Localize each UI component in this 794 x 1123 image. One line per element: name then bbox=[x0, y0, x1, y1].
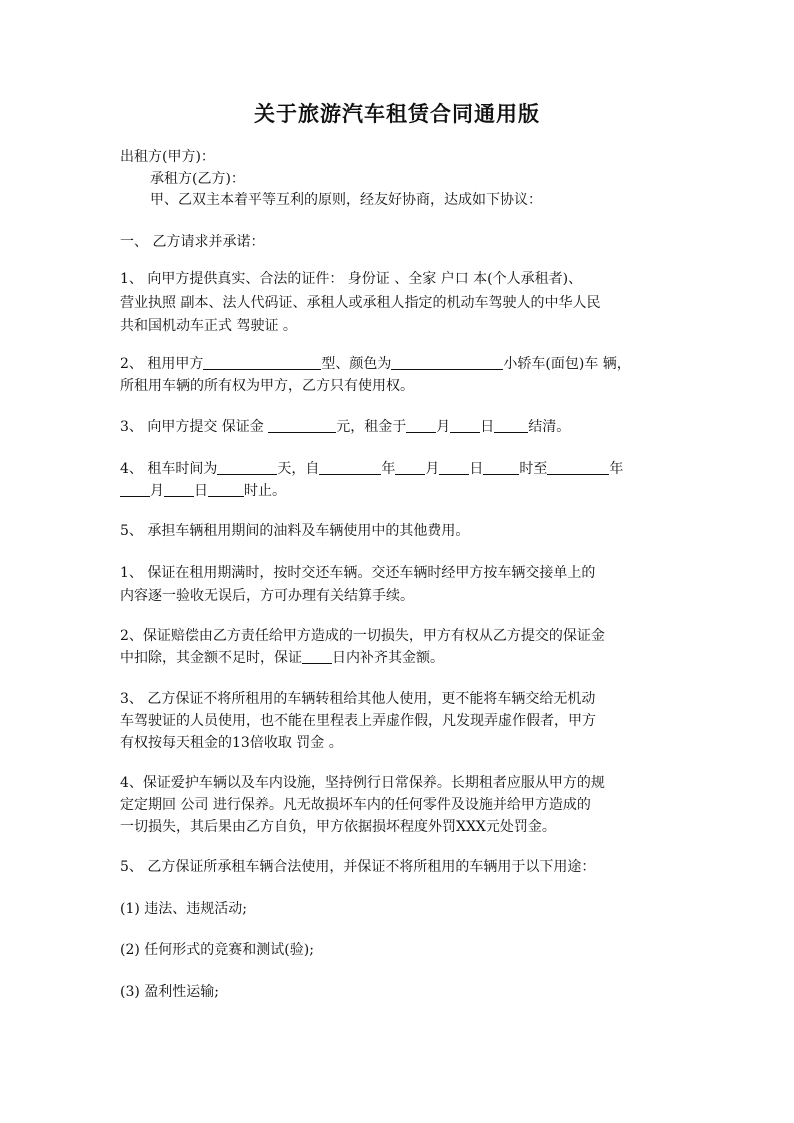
item2-line2: 所租用车辆的所有权为甲方，乙方只有使用权。 bbox=[120, 378, 414, 394]
guarantee2-text-b: 日内补齐其金额。 bbox=[332, 650, 444, 666]
item3-text-b: 元，租金于 bbox=[336, 419, 407, 435]
item4-text-j: 时止。 bbox=[244, 483, 286, 499]
item2-text-b: 型、颜色为 bbox=[321, 356, 392, 372]
lessee-line: 承租方(乙方)： bbox=[150, 171, 245, 187]
guarantee3-line3: 有权按每天租金的13倍收取 罚金 。 bbox=[120, 735, 343, 751]
days-blank[interactable] bbox=[217, 460, 277, 475]
guarantee2-text-a: 中扣除，其金额不足时，保证 bbox=[120, 650, 302, 666]
model-blank[interactable] bbox=[203, 355, 321, 370]
item4-line2 bbox=[120, 482, 286, 500]
item3-text-a: 3、 向甲方提交 保证金 bbox=[120, 419, 269, 435]
end-day-blank[interactable] bbox=[164, 482, 194, 497]
rent-extra-blank[interactable] bbox=[494, 418, 528, 433]
use-item: (3) 盈利性运输; bbox=[120, 984, 219, 1000]
guarantee3-line2: 车驾驶证的人员使用，也不能在里程表上弄虚作假，凡发现弄虚作假者，甲方 bbox=[120, 713, 596, 729]
guarantee4-line1: 4、保证爱护车辆以及车内设施，坚持例行日常保养。长期租者应服从甲方的规 bbox=[120, 775, 605, 791]
guarantee3-line1: 3、 乙方保证不将所租用的车辆转租给其他人使用，更不能将车辆交给无机动 bbox=[120, 691, 596, 707]
guarantee1-line1: 1、 保证在租用期满时，按时交还车辆。交还车辆时经甲方按车辆交接单上的 bbox=[120, 565, 596, 581]
item4-text-h: 月 bbox=[150, 483, 164, 499]
color-blank[interactable] bbox=[391, 355, 503, 370]
item3-line bbox=[120, 418, 570, 436]
guarantee4-line3: 一切损失，其后果由乙方自负，甲方依据损坏程度外罚XXX元处罚金。 bbox=[120, 819, 556, 835]
item4-line1 bbox=[120, 460, 623, 478]
document-title: 关于旅游汽车租赁合同通用版 bbox=[254, 101, 540, 126]
item4-text-g: 年 bbox=[609, 461, 624, 477]
deposit-blank[interactable] bbox=[268, 418, 336, 433]
preamble: 甲、乙双主本着平等互利的原则，经友好协商，达成如下协议： bbox=[150, 192, 542, 208]
guarantee5-line: 5、 乙方保证所承租车辆合法使用，并保证不将所租用的车辆用于以下用途： bbox=[120, 859, 596, 875]
start-month-blank[interactable] bbox=[395, 460, 425, 475]
use-item: (2) 任何形式的竞赛和测试(验); bbox=[120, 942, 314, 958]
item1-line3: 共和国机动车正式 驾驶证 。 bbox=[120, 318, 297, 334]
item5-line: 5、 承担车辆租用期间的油料及车辆使用中的其他费用。 bbox=[120, 523, 470, 539]
rent-day-blank[interactable] bbox=[450, 418, 480, 433]
rent-month-blank[interactable] bbox=[406, 418, 436, 433]
guarantee4-line2: 定定期回 公司 进行保养。凡无故损坏车内的任何零件及设施并给甲方造成的 bbox=[120, 797, 591, 813]
end-month-blank[interactable] bbox=[120, 482, 150, 497]
item1-line1: 1、 向甲方提供真实、合法的证件： 身份证 、全家 户口 本(个人承租者)、 bbox=[120, 271, 583, 287]
item4-text-c: 年 bbox=[381, 461, 396, 477]
item2-line1 bbox=[120, 355, 631, 373]
item4-text-f: 时至 bbox=[519, 461, 548, 477]
item1-line2: 营业执照 副本、法人代码证、承租人或承租人指定的机动车驾驶人的中华人民 bbox=[120, 295, 601, 311]
item4-text-a: 4、 租车时间为 bbox=[120, 461, 218, 477]
start-day-blank[interactable] bbox=[439, 460, 469, 475]
guarantee1-line2: 内容逐一验收无误后，方可办理有关结算手续。 bbox=[120, 588, 414, 604]
item2-text-c: 小轿车(面包)车 辆， bbox=[503, 356, 631, 372]
use-item: (1) 违法、违规活动; bbox=[120, 901, 247, 917]
guarantee2-line2 bbox=[120, 649, 444, 667]
lessor-line: 出租方(甲方)： bbox=[120, 149, 215, 165]
item4-text-i: 日 bbox=[194, 483, 208, 499]
item4-text-b: 天，自 bbox=[277, 461, 320, 477]
end-year-blank[interactable] bbox=[547, 460, 609, 475]
item3-text-e: 结清。 bbox=[528, 419, 571, 435]
end-hour-blank[interactable] bbox=[208, 482, 244, 497]
item3-text-c: 月 bbox=[436, 419, 451, 435]
guarantee2-line1: 2、保证赔偿由乙方责任给甲方造成的一切损失，甲方有权从乙方提交的保证金 bbox=[120, 628, 605, 644]
start-year-blank[interactable] bbox=[319, 460, 381, 475]
start-hour-blank[interactable] bbox=[483, 460, 519, 475]
item3-text-d: 日 bbox=[480, 419, 495, 435]
item4-text-d: 月 bbox=[425, 461, 440, 477]
section-heading: 一、 乙方请求并承诺： bbox=[120, 234, 265, 250]
item4-text-e: 日 bbox=[469, 461, 484, 477]
repay-days-blank[interactable] bbox=[302, 649, 332, 664]
item2-text-a: 2、 租用甲方 bbox=[120, 356, 204, 372]
